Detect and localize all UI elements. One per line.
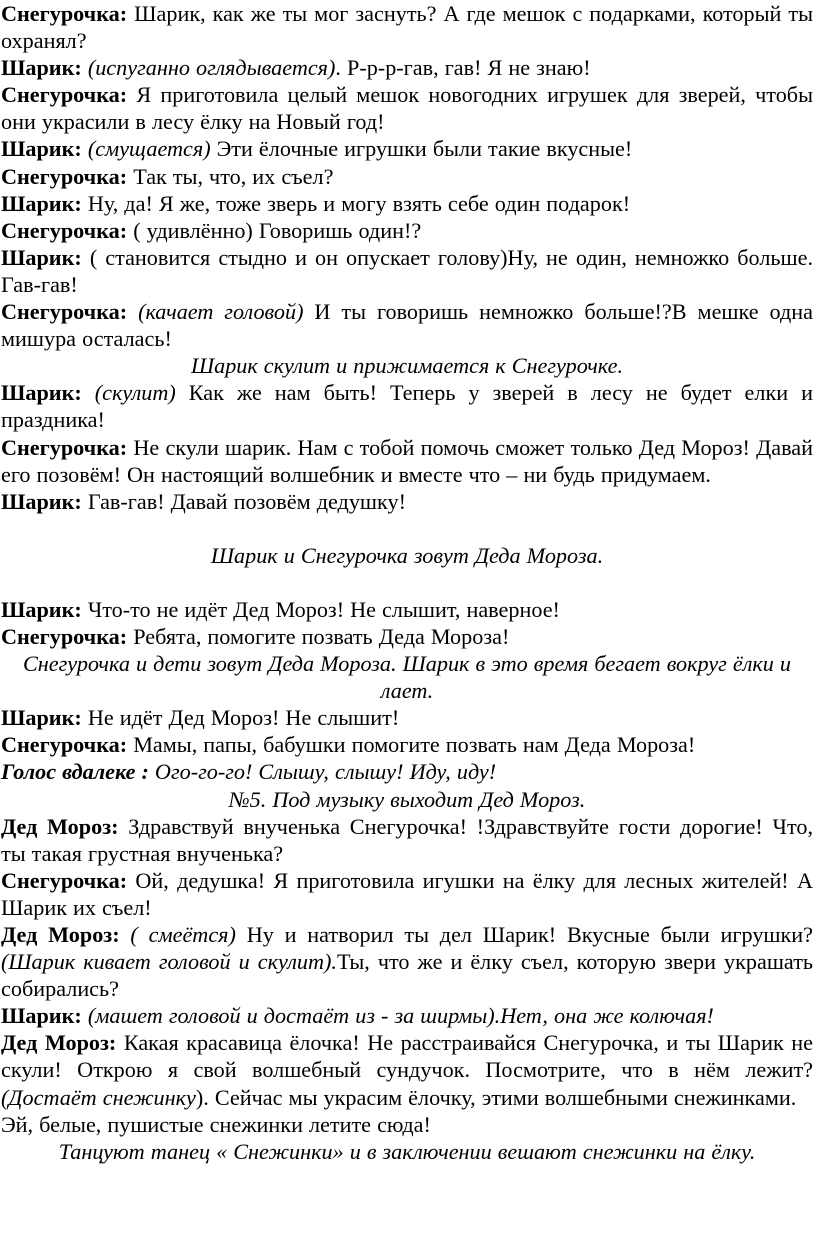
speaker-name: Шарик: <box>1 596 82 622</box>
speech-text: Я приготовила целый мешок новогодних игрушек для зверей, чтобы они украсили в лесу ёлку на Новый год! <box>1 82 813 135</box>
dialogue-line <box>1 1002 813 1029</box>
speech-text: Мамы, папы, бабушки помогите позвать нам Деда Мороза! <box>127 732 696 758</box>
dialogue-line <box>1 813 813 867</box>
blank-line <box>1 569 813 596</box>
stage-direction: Танцуют танец « Снежинки» и в заключении вешают снежинки на ёлку. <box>58 1138 756 1164</box>
speech-text: ( становится стыдно и он опускает голову)Ну, не один, немножко больше. Гав-гав! <box>1 244 813 297</box>
dialogue-line <box>1 623 813 650</box>
speaker-name: Снегурочка: <box>1 867 128 893</box>
speaker-name: Дед Мороз: <box>1 922 120 947</box>
speaker-name: Дед Мороз: <box>1 1030 117 1056</box>
speaker-name: Снегурочка: <box>1 299 128 325</box>
speech-text: Здравствуй внученька Снегурочка! !Здравствуйте гости дорогие! Что, ты такая грустная внученька? <box>1 813 814 866</box>
dialogue-line <box>1 298 813 352</box>
speech-text: Ты, что же и ёлку съел, которую звери украшать собирались? <box>1 949 814 1002</box>
dialogue-line <box>1 379 813 433</box>
speaker-name: Шарик: <box>1 1003 82 1029</box>
speaker-name: Снегурочка: <box>1 1 128 26</box>
speech-text: Так ты, что, их съел? <box>127 163 334 189</box>
stage-remark: (смущается) <box>81 136 211 162</box>
dialogue-line <box>1 1029 813 1110</box>
speech-text: Ого-го-го! Слышу, слышу! Иду, иду! <box>148 759 497 785</box>
dialogue-line <box>1 488 813 515</box>
speaker-name: Шарик: <box>1 244 82 270</box>
stage-remark: (Шарик кивает головой и скулит). <box>1 949 337 975</box>
speaker-name: Снегурочка: <box>1 732 128 758</box>
stage-remark: (скулит) <box>81 380 176 406</box>
stage-direction: Шарик скулит и прижимается к Снегурочке. <box>190 353 624 379</box>
stage-remark: (машет головой и достаёт из - за ширмы).Нет, она же колючая! <box>81 1003 714 1029</box>
speaker-name: Шарик: <box>1 488 82 514</box>
dialogue-line <box>1 81 813 135</box>
speech-text: . Р-р-р-гав, гав! Я не знаю! <box>335 55 591 81</box>
speaker-name: Снегурочка: <box>1 82 128 108</box>
stage-direction: №5. Под музыку выходит Дед Мороз. <box>228 786 586 812</box>
dialogue-line <box>1 54 813 81</box>
dialogue-line <box>1 596 813 623</box>
speech-text: ( удивлённо) Говоришь один!? <box>127 217 422 243</box>
speaker-name: Дед Мороз: <box>1 813 119 839</box>
dialogue-line <box>1 867 813 921</box>
dialogue-line <box>1 135 813 162</box>
speech-text: Ребята, помогите позвать Деда Мороза! <box>127 623 510 649</box>
dialogue-line <box>1 731 813 758</box>
speech-text: Ну, да! Я же, тоже зверь и могу взять себе один подарок! <box>81 190 631 216</box>
speaker-name: Шарик: <box>1 55 82 81</box>
speech-text: Не скули шарик. Нам с тобой помочь сможет только Дед Мороз! Давай его позовём! Он настоящий волшебник и вместе что – ни будь придумаем. <box>1 434 813 487</box>
speech-text: Ой, дедушка! Я приготовила игушки на ёлку для лесных жителей! А Шарик их съел! <box>1 867 813 920</box>
dialogue-line <box>1 434 813 488</box>
speech-text: Эти ёлочные игрушки были такие вкусные! <box>210 136 633 162</box>
speech-text: ). Сейчас мы украсим ёлочку, этими волшебными снежинками. <box>195 1084 797 1110</box>
speech-text: Ну и натворил ты дел Шарик! Вкусные были игрушки? <box>235 922 814 947</box>
speech-text: Какая красавица ёлочка! Не расстраивайся Снегурочка, и ты Шарик не скули! Открою я свой волшебный сундучок. Посмотрите, что в нём лежит? <box>1 1030 814 1083</box>
speech-text: Гав-гав! Давай позовём дедушку! <box>81 488 406 514</box>
speaker-name: Снегурочка: <box>1 434 128 460</box>
speaker-name: Снегурочка: <box>1 217 128 243</box>
speaker-name: Шарик: <box>1 705 82 731</box>
speaker-name: Снегурочка: <box>1 623 128 649</box>
stage-direction: Шарик и Снегурочка зовут Деда Мороза. <box>210 542 604 568</box>
dialogue-line <box>1 704 813 731</box>
offstage-voice-line <box>1 758 813 785</box>
stage-direction: Снегурочка и дети зовут Деда Мороза. Шарик в это время бегает вокруг ёлки и лает. <box>22 651 792 704</box>
speaker-name: Снегурочка: <box>1 163 128 189</box>
speaker-name: Шарик: <box>1 136 82 162</box>
dialogue-line <box>1 921 813 1002</box>
blank-line <box>1 515 813 542</box>
speech-text: Что-то не идёт Дед Мороз! Не слышит, наверное! <box>81 596 560 622</box>
speech-text: И ты говоришь немножко больше!?В мешке одна мишура осталась! <box>1 299 813 352</box>
stage-remark: (качает головой) <box>127 299 304 325</box>
speech-text: Шарик, как же ты мог заснуть? А где мешок с подарками, который ты охранял? <box>1 1 813 54</box>
dialogue-line: Эй, белые, пушистые снежинки летите сюда! <box>1 1111 431 1137</box>
speaker-name: Шарик: <box>1 190 82 216</box>
speaker-name: Голос вдалеке : <box>1 759 149 785</box>
dialogue-line <box>1 244 813 298</box>
stage-remark: ( смеётся) <box>119 922 236 947</box>
stage-remark: (испуганно оглядывается) <box>81 55 336 81</box>
speaker-name: Шарик: <box>1 380 82 406</box>
dialogue-line <box>1 163 813 190</box>
speech-text: Не идёт Дед Мороз! Не слышит! <box>81 705 400 731</box>
dialogue-line <box>1 217 813 244</box>
stage-remark: (Достаёт снежинку <box>1 1084 196 1110</box>
dialogue-line <box>1 190 813 217</box>
speech-text: Как же нам быть! Теперь у зверей в лесу не будет елки и праздника! <box>1 380 814 433</box>
dialogue-line <box>1 0 813 54</box>
